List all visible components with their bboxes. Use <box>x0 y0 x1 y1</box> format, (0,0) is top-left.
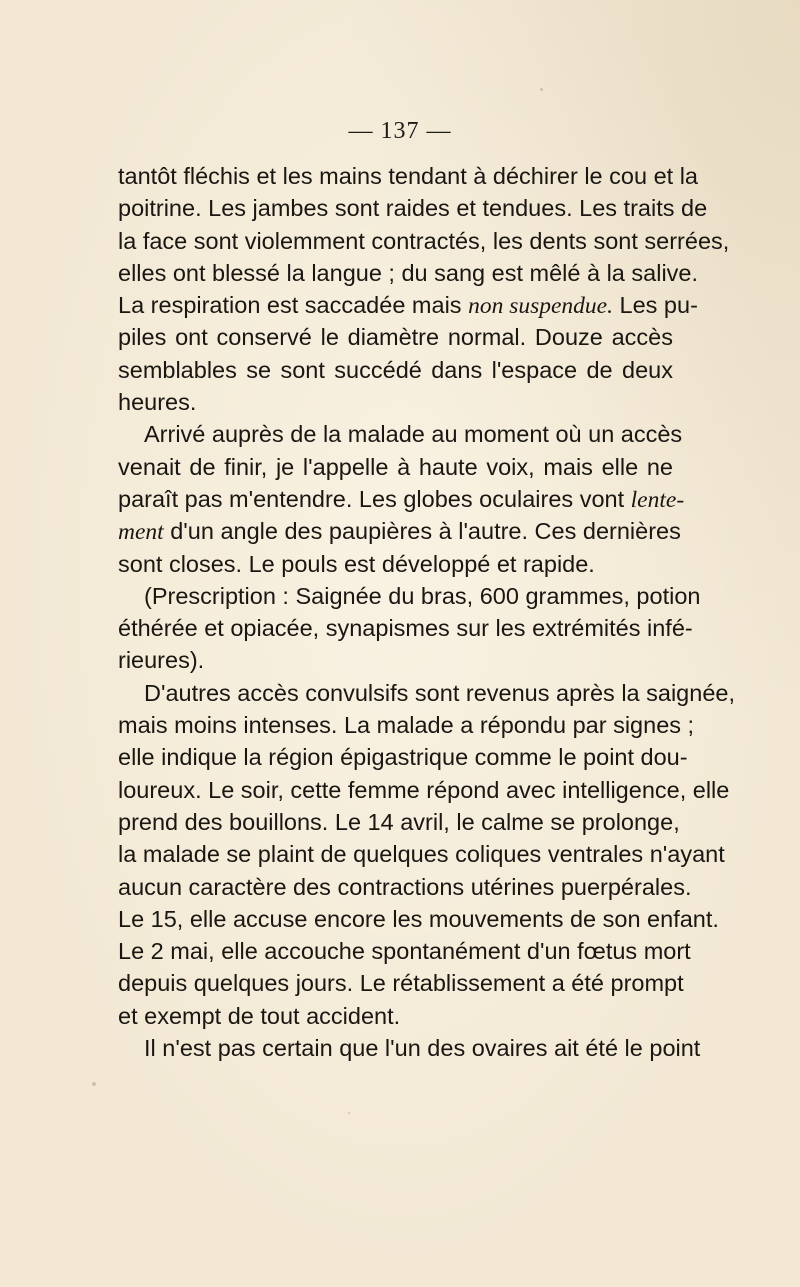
text-run: paraît pas m'entendre. Les globes oculaires vont <box>118 485 631 512</box>
text-run: D'autres accès convulsifs sont revenus après la saignée, <box>144 679 735 706</box>
text-run: heures. <box>118 389 197 416</box>
text-run: tantôt fléchis et les mains tendant à déchirer le cou et la <box>118 163 698 189</box>
text-line <box>118 321 673 353</box>
text-run: poitrine. Les jambes sont raides et tendues. Les traits de <box>118 195 708 222</box>
text-run: d'un angle des paupières à l'autre. Ces dernières <box>163 518 681 545</box>
text-run: Les pu- <box>612 292 698 319</box>
text-line <box>118 386 673 418</box>
text-run: Le 15, elle accuse encore les mouvements de son enfant. <box>118 905 719 932</box>
text-run: semblables se sont succédé dans l'espace de deux <box>118 356 673 383</box>
text-line <box>118 418 683 450</box>
text-line <box>118 935 691 967</box>
text-line <box>118 644 673 676</box>
text-run: prend des bouillons. Le 14 avril, le calme se prolonge, <box>118 808 680 835</box>
text-line <box>118 225 730 257</box>
text-line <box>118 451 673 483</box>
text-run: éthérée et opiacée, synapismes sur les extrémités infé- <box>118 615 693 642</box>
italic-text: ment <box>118 519 164 546</box>
text-run: la malade se plaint de quelques coliques ventrales n'ayant <box>118 841 725 868</box>
text-run: elles ont blessé la langue ; du sang est mêlé à la salive. <box>118 259 699 286</box>
text-run: et exempt de tout accident. <box>118 1002 401 1029</box>
text-run: la face sont violemment contractés, les dents sont serrées, <box>118 227 730 254</box>
text-run: Il n'est pas certain que l'un des ovaires ait été le point <box>144 1035 701 1062</box>
text-line <box>118 1032 701 1064</box>
text-line <box>118 580 701 612</box>
text-line <box>118 1000 673 1032</box>
text-run: loureux. Le soir, cette femme répond avec intelligence, elle <box>118 776 730 803</box>
body-text <box>118 160 735 1064</box>
text-run: elle indique la région épigastrique comme le point dou- <box>118 744 688 771</box>
text-line <box>118 806 680 838</box>
text-line <box>118 612 693 644</box>
text-run: sont closes. Le pouls est développé et rapide. <box>118 550 595 577</box>
text-run: Le 2 mai, elle accouche spontanément d'un fœtus mort <box>118 938 691 965</box>
text-line <box>118 871 692 903</box>
text-run: (Prescription : Saignée du bras, 600 grammes, potion <box>144 582 701 609</box>
text-run: rieures). <box>118 647 205 674</box>
text-line <box>118 967 684 999</box>
text-line <box>118 903 719 935</box>
text-run: venait de finir, je l'appelle à haute voix, mais elle ne <box>118 453 673 480</box>
text-run: mais moins intenses. La malade a répondu par signes ; <box>118 712 695 739</box>
text-line <box>118 289 698 321</box>
text-run: depuis quelques jours. Le rétablissement a été prompt <box>118 970 684 997</box>
italic-text: lente- <box>630 486 685 513</box>
paper-speck <box>348 1112 350 1114</box>
text-run: Arrivé auprès de la malade au moment où un accès <box>144 421 683 448</box>
text-line <box>118 548 673 580</box>
paper-speck <box>92 1082 96 1086</box>
text-line <box>118 741 688 773</box>
italic-text: non suspendue. <box>468 293 613 320</box>
text-line <box>118 677 735 709</box>
text-line <box>118 160 698 192</box>
text-line <box>118 483 685 515</box>
text-line <box>118 192 708 224</box>
text-line <box>118 354 673 386</box>
text-line <box>118 774 730 806</box>
text-line <box>118 515 681 547</box>
paper-speck <box>540 88 543 91</box>
text-line <box>118 709 695 741</box>
text-run: aucun caractère des contractions utérines puerpérales. <box>118 873 692 900</box>
text-line <box>118 257 699 289</box>
text-line <box>118 838 725 870</box>
text-run: piles ont conservé le diamètre normal. Douze accès <box>118 324 673 351</box>
text-run: La respiration est saccadée mais <box>118 292 469 319</box>
page-number: — 137 — <box>348 118 452 144</box>
